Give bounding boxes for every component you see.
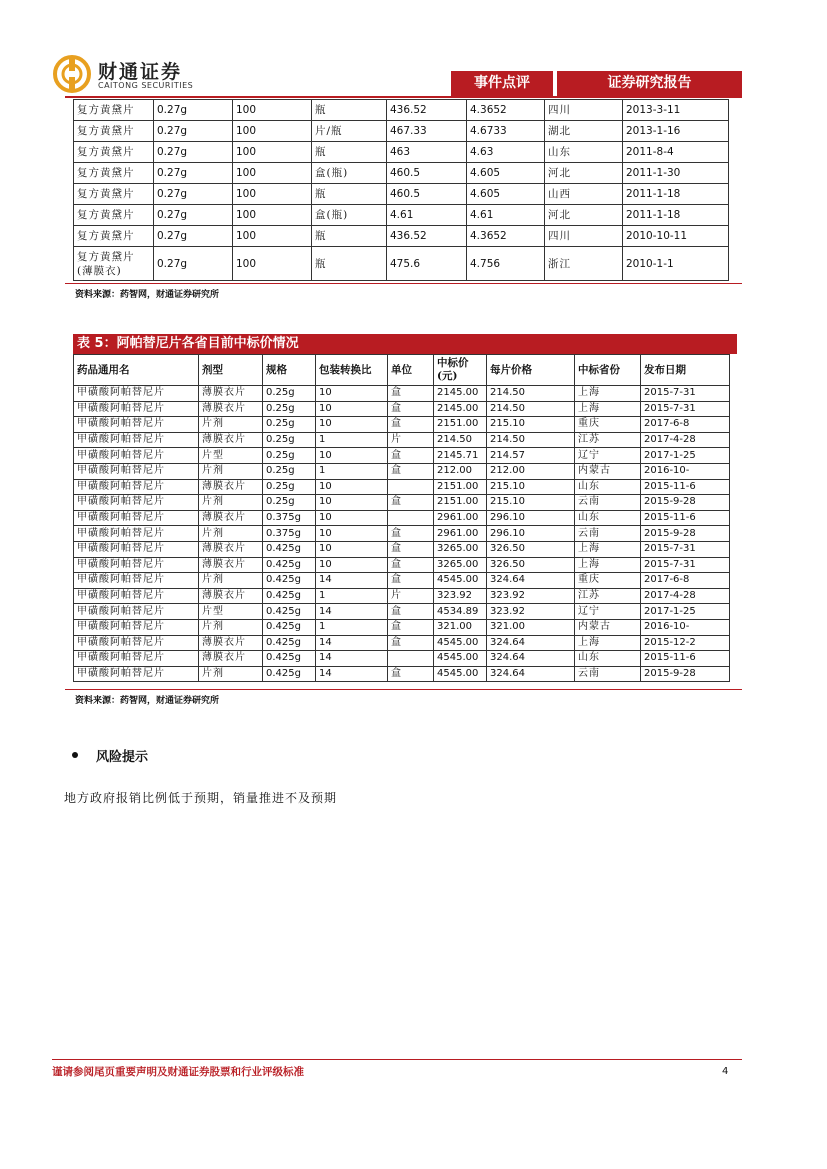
table-cell: 100 xyxy=(233,121,312,142)
table-cell: 瓶 xyxy=(312,226,387,247)
table-cell: 瓶 xyxy=(312,247,387,281)
table-cell: 214.57 xyxy=(487,448,575,464)
table-cell: 云南 xyxy=(575,495,641,511)
table-row xyxy=(74,541,730,557)
table-cell: 326.50 xyxy=(487,557,575,573)
table-cell: 2015-11-6 xyxy=(641,651,730,667)
table-cell: 2017-1-25 xyxy=(641,448,730,464)
table-row xyxy=(74,247,729,281)
table-cell: 4.3652 xyxy=(467,100,545,121)
table-cell: 浙江 xyxy=(545,247,623,281)
table-cell: 薄膜衣片 xyxy=(199,386,263,402)
table-cell: 内蒙古 xyxy=(575,619,641,635)
table-cell: 0.425g xyxy=(263,619,316,635)
table-cell: 2151.00 xyxy=(434,417,487,433)
header-divider xyxy=(65,96,742,98)
table-cell: 215.10 xyxy=(487,479,575,495)
table-cell: 0.25g xyxy=(263,479,316,495)
table-cell: 2015-11-6 xyxy=(641,479,730,495)
table-cell: 10 xyxy=(316,541,388,557)
table-cell: 10 xyxy=(316,557,388,573)
table-cell: 甲磺酸阿帕替尼片 xyxy=(74,510,199,526)
table-row xyxy=(74,121,729,142)
header-tags xyxy=(451,71,742,96)
table-row xyxy=(74,417,730,433)
table-cell: 甲磺酸阿帕替尼片 xyxy=(74,619,199,635)
table-cell: 甲磺酸阿帕替尼片 xyxy=(74,463,199,479)
table-cell: 0.425g xyxy=(263,651,316,667)
risk-text: 地方政府报销比例低于预期，销量推进不及预期 xyxy=(64,791,338,805)
table-cell: 薄膜衣片 xyxy=(199,510,263,526)
table-cell: 0.425g xyxy=(263,604,316,620)
table-cell: 323.92 xyxy=(434,588,487,604)
page-number: 4 xyxy=(722,1066,729,1077)
table-cell: 盒(瓶) xyxy=(312,163,387,184)
table-cell: 盒 xyxy=(388,448,434,464)
table-cell: 2010-1-1 xyxy=(623,247,729,281)
table-cell: 14 xyxy=(316,666,388,682)
table-row xyxy=(74,184,729,205)
table-cell: 0.25g xyxy=(263,401,316,417)
table-cell: 甲磺酸阿帕替尼片 xyxy=(74,666,199,682)
table-cell: 2016-10- xyxy=(641,619,730,635)
table-cell: 2151.00 xyxy=(434,495,487,511)
table-cell: 0.425g xyxy=(263,573,316,589)
table-cell: 江苏 xyxy=(575,432,641,448)
table-cell: 盒 xyxy=(388,557,434,573)
table-cell: 100 xyxy=(233,205,312,226)
table-cell: 4.756 xyxy=(467,247,545,281)
bullet-icon xyxy=(72,752,78,758)
table-cell: 片剂 xyxy=(199,417,263,433)
table-cell: 2015-7-31 xyxy=(641,557,730,573)
table-cell: 2017-4-28 xyxy=(641,588,730,604)
table-cell: 0.425g xyxy=(263,635,316,651)
table-cell: 复方黄黛片 xyxy=(74,184,154,205)
table-cell: 0.25g xyxy=(263,417,316,433)
table-cell: 10 xyxy=(316,479,388,495)
table-cell: 瓶 xyxy=(312,184,387,205)
table-cell: 0.25g xyxy=(263,432,316,448)
table-cell: 甲磺酸阿帕替尼片 xyxy=(74,635,199,651)
table-cell: 214.50 xyxy=(487,386,575,402)
table-cell: 复方黄黛片 xyxy=(74,142,154,163)
table-row xyxy=(74,526,730,542)
table-cell: 2145.71 xyxy=(434,448,487,464)
table-cell: 212.00 xyxy=(487,463,575,479)
table-row xyxy=(74,142,729,163)
table-cell: 10 xyxy=(316,526,388,542)
table-cell: 甲磺酸阿帕替尼片 xyxy=(74,448,199,464)
table-cell: 2011-1-30 xyxy=(623,163,729,184)
table-cell: 14 xyxy=(316,651,388,667)
table-cell: 2017-6-8 xyxy=(641,417,730,433)
table-cell: 296.10 xyxy=(487,526,575,542)
table-cell: 云南 xyxy=(575,666,641,682)
table-cell: 321.00 xyxy=(434,619,487,635)
footer-divider xyxy=(52,1059,742,1060)
table-cell: 2013-3-11 xyxy=(623,100,729,121)
table-cell: 463 xyxy=(387,142,467,163)
table-cell: 薄膜衣片 xyxy=(199,557,263,573)
table-cell: 0.25g xyxy=(263,448,316,464)
company-logo xyxy=(52,54,222,94)
logo-chinese-name: 财通证券 xyxy=(98,61,183,83)
table-cell: 296.10 xyxy=(487,510,575,526)
table-cell: 2961.00 xyxy=(434,510,487,526)
table-cell: 四川 xyxy=(545,100,623,121)
table-cell: 2015-9-28 xyxy=(641,526,730,542)
table-cell: 盒 xyxy=(388,573,434,589)
table-cell: 2015-11-6 xyxy=(641,510,730,526)
table-cell: 甲磺酸阿帕替尼片 xyxy=(74,401,199,417)
table-cell: 盒 xyxy=(388,604,434,620)
table-cell: 薄膜衣片 xyxy=(199,432,263,448)
table-row xyxy=(74,666,730,682)
table5-body xyxy=(74,355,730,682)
table-cell: 上海 xyxy=(575,541,641,557)
table-cell: 2015-12-2 xyxy=(641,635,730,651)
table-header-cell: 规格 xyxy=(263,355,316,386)
table-cell: 片剂 xyxy=(199,495,263,511)
table-row xyxy=(74,386,730,402)
table4-body xyxy=(74,100,729,281)
table-cell: 片型 xyxy=(199,448,263,464)
table-cell: 2010-10-11 xyxy=(623,226,729,247)
table-cell: 436.52 xyxy=(387,226,467,247)
table-row xyxy=(74,635,730,651)
table-row xyxy=(74,588,730,604)
table-cell: 0.27g xyxy=(154,247,233,281)
table-cell: 2017-4-28 xyxy=(641,432,730,448)
table-cell: 河北 xyxy=(545,163,623,184)
table-cell: 0.27g xyxy=(154,142,233,163)
table-cell: 山东 xyxy=(575,651,641,667)
table-cell: 4534.89 xyxy=(434,604,487,620)
table-row xyxy=(74,604,730,620)
table-row xyxy=(74,495,730,511)
table-cell: 甲磺酸阿帕替尼片 xyxy=(74,495,199,511)
table-cell: 4.63 xyxy=(467,142,545,163)
table-cell: 0.375g xyxy=(263,510,316,526)
table-cell: 片 xyxy=(388,588,434,604)
table4-bottom-rule xyxy=(65,283,742,284)
table-cell: 重庆 xyxy=(575,573,641,589)
table-cell: 辽宁 xyxy=(575,448,641,464)
table5-source: 资料来源：药智网，财通证券研究所 xyxy=(75,696,220,706)
table-cell: 0.425g xyxy=(263,541,316,557)
table-cell: 复方黄黛片 xyxy=(74,205,154,226)
table-cell: 214.50 xyxy=(434,432,487,448)
table-cell: 4.61 xyxy=(387,205,467,226)
table-header-cell: 药品通用名 xyxy=(74,355,199,386)
table-cell: 326.50 xyxy=(487,541,575,557)
table-cell: 10 xyxy=(316,510,388,526)
table-cell: 甲磺酸阿帕替尼片 xyxy=(74,526,199,542)
table-cell: 辽宁 xyxy=(575,604,641,620)
report-type-tag: 事件点评 xyxy=(451,71,553,96)
table-cell: 薄膜衣片 xyxy=(199,401,263,417)
table-cell: 河北 xyxy=(545,205,623,226)
table-cell: 2017-6-8 xyxy=(641,573,730,589)
table-cell: 2015-9-28 xyxy=(641,666,730,682)
table-cell: 甲磺酸阿帕替尼片 xyxy=(74,386,199,402)
risk-title: 风险提示 xyxy=(96,750,149,765)
table-cell: 薄膜衣片 xyxy=(199,541,263,557)
logo-emblem-icon xyxy=(52,54,92,94)
table-cell: 0.27g xyxy=(154,121,233,142)
table-cell: 2017-1-25 xyxy=(641,604,730,620)
table-cell: 甲磺酸阿帕替尼片 xyxy=(74,557,199,573)
table-cell: 甲磺酸阿帕替尼片 xyxy=(74,417,199,433)
table-cell: 2145.00 xyxy=(434,401,487,417)
table-cell: 324.64 xyxy=(487,666,575,682)
table-cell: 100 xyxy=(233,142,312,163)
table-cell: 215.10 xyxy=(487,417,575,433)
table-cell: 云南 xyxy=(575,526,641,542)
table-header-cell: 发布日期 xyxy=(641,355,730,386)
table-cell: 上海 xyxy=(575,386,641,402)
table-row xyxy=(74,432,730,448)
table-row xyxy=(74,100,729,121)
table-header-cell: 中标价(元) xyxy=(434,355,487,386)
table-cell: 100 xyxy=(233,163,312,184)
table-cell: 盒 xyxy=(388,495,434,511)
table-header-cell: 剂型 xyxy=(199,355,263,386)
table-header-cell: 包装转换比 xyxy=(316,355,388,386)
table-cell: 甲磺酸阿帕替尼片 xyxy=(74,604,199,620)
table-cell: 盒 xyxy=(388,635,434,651)
table-cell: 4.3652 xyxy=(467,226,545,247)
table-cell: 10 xyxy=(316,495,388,511)
table-cell: 4545.00 xyxy=(434,666,487,682)
table-cell: 323.92 xyxy=(487,588,575,604)
table-cell: 0.27g xyxy=(154,184,233,205)
table-cell: 湖北 xyxy=(545,121,623,142)
table-cell: 4545.00 xyxy=(434,635,487,651)
table-cell: 214.50 xyxy=(487,401,575,417)
table-cell xyxy=(388,651,434,667)
table-cell: 10 xyxy=(316,417,388,433)
table-cell: 0.27g xyxy=(154,163,233,184)
table-cell: 盒 xyxy=(388,526,434,542)
table-cell: 上海 xyxy=(575,401,641,417)
table-cell: 甲磺酸阿帕替尼片 xyxy=(74,651,199,667)
table-cell: 山西 xyxy=(545,184,623,205)
table-cell: 瓶 xyxy=(312,100,387,121)
table-cell xyxy=(388,479,434,495)
table-cell: 盒 xyxy=(388,463,434,479)
table-cell: 盒 xyxy=(388,386,434,402)
table-cell: 2015-7-31 xyxy=(641,386,730,402)
table-cell: 4.6733 xyxy=(467,121,545,142)
table-cell: 盒(瓶) xyxy=(312,205,387,226)
table-cell: 0.27g xyxy=(154,205,233,226)
table-cell: 甲磺酸阿帕替尼片 xyxy=(74,588,199,604)
table-cell: 4545.00 xyxy=(434,651,487,667)
table-cell: 复方黄黛片 xyxy=(74,226,154,247)
table-cell: 1 xyxy=(316,463,388,479)
table-cell: 盒 xyxy=(388,541,434,557)
table-cell: 0.375g xyxy=(263,526,316,542)
table-cell: 上海 xyxy=(575,635,641,651)
table-cell: 2145.00 xyxy=(434,386,487,402)
table-cell: 盒 xyxy=(388,417,434,433)
table-cell: 3265.00 xyxy=(434,541,487,557)
table-header-cell: 中标省份 xyxy=(575,355,641,386)
table-row xyxy=(74,619,730,635)
table-cell: 321.00 xyxy=(487,619,575,635)
table-cell: 1 xyxy=(316,432,388,448)
table-cell: 14 xyxy=(316,604,388,620)
table-cell: 片/瓶 xyxy=(312,121,387,142)
table-cell: 薄膜衣片 xyxy=(199,651,263,667)
table-cell: 0.25g xyxy=(263,495,316,511)
report-category-tag: 证券研究报告 xyxy=(557,71,742,96)
table-cell: 100 xyxy=(233,247,312,281)
table-cell: 山东 xyxy=(575,510,641,526)
table-row xyxy=(74,557,730,573)
table4 xyxy=(73,99,729,281)
table-header-cell: 每片价格 xyxy=(487,355,575,386)
table-cell: 江苏 xyxy=(575,588,641,604)
table5-bottom-rule xyxy=(65,689,742,690)
table-cell: 2016-10- xyxy=(641,463,730,479)
table-row xyxy=(74,573,730,589)
table-cell: 100 xyxy=(233,100,312,121)
table-cell: 1 xyxy=(316,619,388,635)
table-cell: 0.25g xyxy=(263,386,316,402)
table-cell: 复方黄黛片 xyxy=(74,100,154,121)
table-cell: 0.425g xyxy=(263,666,316,682)
table-row xyxy=(74,510,730,526)
table-cell: 片剂 xyxy=(199,526,263,542)
table-row xyxy=(74,226,729,247)
table-cell: 上海 xyxy=(575,557,641,573)
footer-disclaimer: 谨请参阅尾页重要声明及财通证券股票和行业评级标准 xyxy=(52,1066,304,1078)
table-row xyxy=(74,463,730,479)
table-cell: 甲磺酸阿帕替尼片 xyxy=(74,479,199,495)
table-cell: 内蒙古 xyxy=(575,463,641,479)
table-cell: 片剂 xyxy=(199,666,263,682)
table-cell: 2961.00 xyxy=(434,526,487,542)
table-cell: 2013-1-16 xyxy=(623,121,729,142)
table-cell: 4.605 xyxy=(467,163,545,184)
table-cell: 甲磺酸阿帕替尼片 xyxy=(74,573,199,589)
table-cell: 薄膜衣片 xyxy=(199,635,263,651)
table-cell: 山东 xyxy=(545,142,623,163)
table-cell: 四川 xyxy=(545,226,623,247)
table-cell: 460.5 xyxy=(387,184,467,205)
table-header-row xyxy=(74,355,730,386)
table-cell: 100 xyxy=(233,184,312,205)
table-row xyxy=(74,401,730,417)
logo-english-name: CAITONG SECURITIES xyxy=(98,81,194,90)
table-cell: 2011-8-4 xyxy=(623,142,729,163)
table-cell: 薄膜衣片 xyxy=(199,479,263,495)
table-cell: 2015-9-28 xyxy=(641,495,730,511)
table-cell: 片 xyxy=(388,432,434,448)
table-cell: 3265.00 xyxy=(434,557,487,573)
table4-source: 资料来源：药智网，财通证券研究所 xyxy=(75,290,220,300)
table-cell: 324.64 xyxy=(487,573,575,589)
table-cell: 0.425g xyxy=(263,557,316,573)
table-cell: 盒 xyxy=(388,401,434,417)
table-cell: 215.10 xyxy=(487,495,575,511)
table-cell: 460.5 xyxy=(387,163,467,184)
table-cell: 14 xyxy=(316,573,388,589)
table-cell: 1 xyxy=(316,588,388,604)
table-row xyxy=(74,479,730,495)
table-cell: 475.6 xyxy=(387,247,467,281)
table-cell: 复方黄黛片 xyxy=(74,121,154,142)
table-cell: 10 xyxy=(316,401,388,417)
table-cell: 10 xyxy=(316,448,388,464)
table-cell: 4.61 xyxy=(467,205,545,226)
table-cell: 324.64 xyxy=(487,635,575,651)
table-cell: 薄膜衣片 xyxy=(199,588,263,604)
table-cell: 14 xyxy=(316,635,388,651)
table-cell: 2011-1-18 xyxy=(623,184,729,205)
table-cell: 436.52 xyxy=(387,100,467,121)
table-cell: 片剂 xyxy=(199,573,263,589)
table-cell: 复方黄黛片(薄膜衣) xyxy=(74,247,154,281)
table-cell: 2151.00 xyxy=(434,479,487,495)
table-row xyxy=(74,205,729,226)
table-row xyxy=(74,448,730,464)
table-cell: 324.64 xyxy=(487,651,575,667)
table-cell: 0.25g xyxy=(263,463,316,479)
table-cell: 0.27g xyxy=(154,226,233,247)
table-cell xyxy=(388,510,434,526)
table-cell: 甲磺酸阿帕替尼片 xyxy=(74,541,199,557)
table-cell: 100 xyxy=(233,226,312,247)
table5 xyxy=(73,354,730,682)
table-cell: 重庆 xyxy=(575,417,641,433)
table-row xyxy=(74,651,730,667)
table-cell: 片型 xyxy=(199,604,263,620)
table-cell: 复方黄黛片 xyxy=(74,163,154,184)
table-cell: 片剂 xyxy=(199,619,263,635)
table-cell: 4.605 xyxy=(467,184,545,205)
table-cell: 214.50 xyxy=(487,432,575,448)
table-cell: 0.425g xyxy=(263,588,316,604)
table-cell: 2011-1-18 xyxy=(623,205,729,226)
table-cell: 片剂 xyxy=(199,463,263,479)
table-cell: 323.92 xyxy=(487,604,575,620)
table-cell: 212.00 xyxy=(434,463,487,479)
table-cell: 2015-7-31 xyxy=(641,401,730,417)
table-cell: 467.33 xyxy=(387,121,467,142)
table-cell: 盒 xyxy=(388,619,434,635)
table-cell: 瓶 xyxy=(312,142,387,163)
table-cell: 10 xyxy=(316,386,388,402)
table-cell: 盒 xyxy=(388,666,434,682)
table-header-cell: 单位 xyxy=(388,355,434,386)
table5-title: 表 5：阿帕替尼片各省目前中标价情况 xyxy=(73,334,737,354)
table-row xyxy=(74,163,729,184)
table-cell: 0.27g xyxy=(154,100,233,121)
table-cell: 4545.00 xyxy=(434,573,487,589)
table-cell: 山东 xyxy=(575,479,641,495)
table-cell: 甲磺酸阿帕替尼片 xyxy=(74,432,199,448)
table-cell: 2015-7-31 xyxy=(641,541,730,557)
